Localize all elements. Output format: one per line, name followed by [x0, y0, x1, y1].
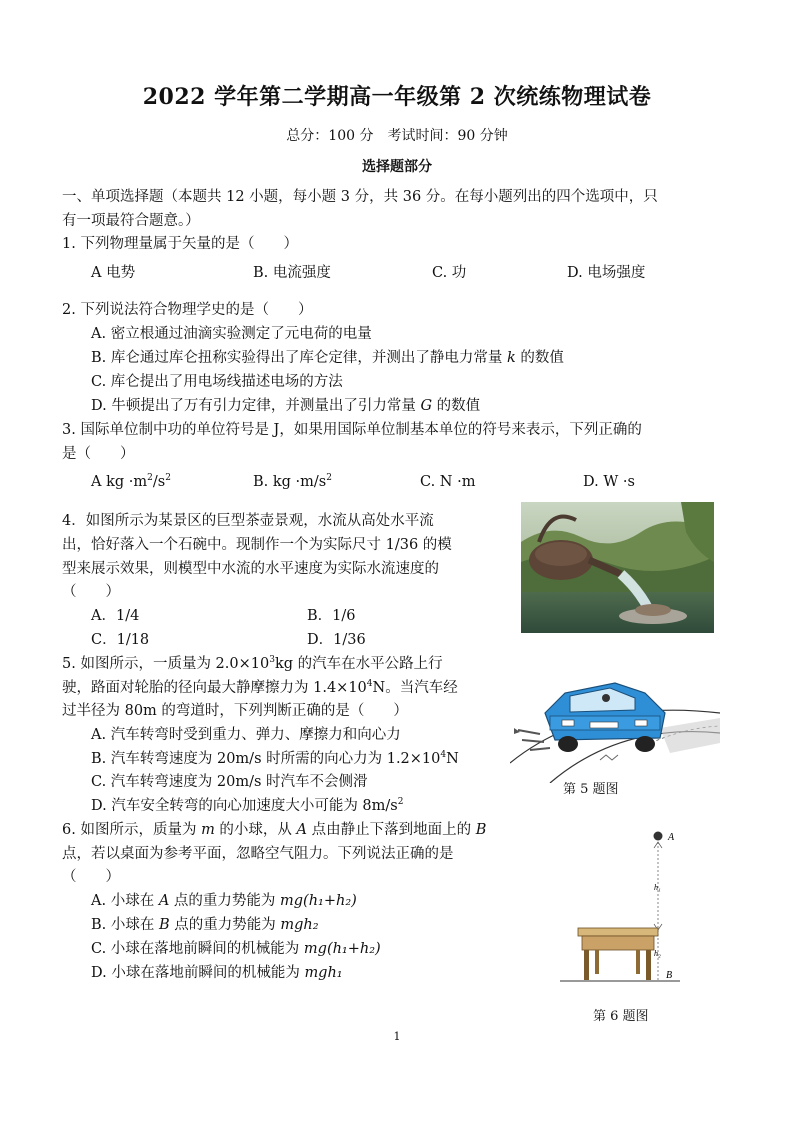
q4-option-b: B．1/6 — [307, 608, 356, 624]
q3-stem-line2: 是（ ） — [62, 446, 135, 462]
h2-label: h₂ — [654, 949, 661, 958]
h1-label: h₁ — [654, 883, 661, 892]
q1-option-d: D. 电场强度 — [567, 265, 646, 281]
q5-stem-line2: 驶，路面对轮胎的径向最大静摩擦力为 $1.4\times 10^4N$。当汽车经 — [62, 679, 458, 696]
q5-stem-line3: 过半径为 80m 的弯道时，下列判断正确的是（ ） — [62, 703, 408, 719]
q3-option-d: D. W ·s — [583, 474, 635, 490]
q4-stem-line1: 4．如图所示为某景区的巨型茶壶景观，水流从高处水平流 — [62, 513, 434, 529]
q3-stem-line1: 3. 国际单位制中功的单位符号是 J，如果用国际单位制基本单位的符号来表示，下列正确的 — [62, 422, 642, 438]
ball-icon — [654, 832, 663, 841]
q6-option-c: C. 小球在落地前瞬间的机械能为 mg(h₁+h₂) — [91, 941, 381, 957]
q6-option-a: A. 小球在 A 点的重力势能为 mg(h₁+h₂) — [91, 893, 357, 909]
q5-option-c: C. 汽车转弯速度为 20m/s 时汽车不会侧滑 — [91, 774, 368, 790]
q1-option-b: B. 电流强度 — [253, 265, 331, 281]
q6-stem-line2: 点，若以桌面为参考平面，忽略空气阻力。下列说法正确的是 — [62, 846, 454, 862]
section-title: 选择题部分 — [362, 159, 432, 175]
q6-option-b: B. 小球在 B 点的重力势能为 mgh₂ — [91, 917, 319, 933]
teapot-landscape-photo — [521, 502, 714, 633]
q3-option-a: A kg $\cdot m^2/s^2$ — [91, 473, 171, 490]
q5-stem-line1: 5. 如图所示，一质量为 $2.0\times 10^3kg$ 的汽车在水平公路上行 — [62, 655, 443, 672]
q4-option-d: D．1/36 — [307, 632, 366, 648]
q2-option-a: A. 密立根通过油滴实验测定了元电荷的电量 — [91, 326, 372, 342]
part1-instruction-line1: 一、单项选择题（本题共 12 小题，每小题 3 分，共 36 分。在每小题列出的四个选项中，只 — [62, 189, 658, 205]
q5-option-b: B. 汽车转弯速度为 20m/s 时所需的向心力为 $1.2\times 10^4N$ — [91, 750, 459, 767]
q4-option-c: C．1/18 — [91, 632, 150, 648]
q3-option-b: B. kg $\cdot m/s^2$ — [253, 473, 332, 490]
q2-option-c: C. 库仑提出了用电场线描述电场的方法 — [91, 374, 343, 390]
point-b-label: B — [666, 970, 673, 981]
q6-figure-caption: 第 6 题图 — [593, 1009, 649, 1024]
ball-table-figure — [560, 828, 700, 993]
q6-stem-line1: 6. 如图所示，质量为 m 的小球，从 A 点由静止下落到地面上的 B — [62, 822, 487, 838]
q6-option-d: D. 小球在落地前瞬间的机械能为 mgh₁ — [91, 965, 343, 981]
q2-option-b: B. 库仑通过库仑扭称实验得出了库仑定律，并测出了静电力常量 k 的数值 — [91, 350, 564, 366]
point-a-label: A — [668, 832, 675, 843]
page-number: 1 — [393, 1030, 401, 1043]
q1-option-c: C. 功 — [432, 265, 467, 281]
q3-option-c: C. N ·m — [420, 474, 476, 490]
car-turning-figure — [510, 668, 720, 783]
q4-stem-line4: （ ） — [62, 584, 120, 600]
q4-option-a: A．1/4 — [91, 608, 140, 624]
exam-info: 总分：100 分 考试时间：90 分钟 — [286, 128, 508, 144]
q2-stem: 2. 下列说法符合物理学史的是（ ） — [62, 302, 313, 318]
q4-stem-line2: 出，恰好落入一个石碗中。现制作一个为实际尺寸 1/36 的模 — [62, 537, 452, 553]
q1-stem: 1. 下列物理量属于矢量的是（ ） — [62, 236, 298, 252]
q5-option-d: D. 汽车安全转弯的向心加速度大小可能为 $8m/s^2$ — [91, 797, 404, 814]
q1-option-a: A 电势 — [91, 265, 136, 281]
part1-instruction-line2: 有一项最符合题意。） — [62, 213, 200, 229]
q6-stem-line3: （ ） — [62, 869, 120, 885]
q5-option-a: A. 汽车转弯时受到重力、弹力、摩擦力和向心力 — [91, 727, 401, 743]
q2-option-d: D. 牛顿提出了万有引力定律，并测量出了引力常量 G 的数值 — [91, 398, 481, 414]
q4-stem-line3: 型来展示效果，则模型中水流的水平速度为实际水流速度的 — [62, 561, 439, 577]
q5-figure-caption: 第 5 题图 — [563, 782, 619, 797]
exam-title: 2022 学年第二学期高一年级第 2 次统练物理试卷 — [142, 84, 652, 110]
